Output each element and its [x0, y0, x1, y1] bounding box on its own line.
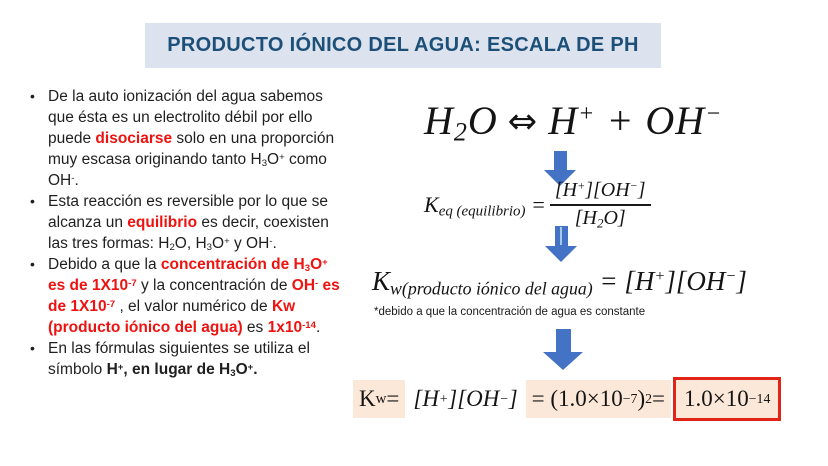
equation-water-dissociation: $H_2O$ ⇔ H+ + OH−: [424, 98, 723, 147]
arrow-head: [543, 352, 583, 370]
down-arrow-icon: [545, 226, 577, 262]
arrow-head: [545, 246, 577, 262]
down-arrow-icon: [543, 329, 583, 370]
slide-title: PRODUCTO IÓNICO DEL AGUA: ESCALA DE PH: [145, 23, 661, 68]
final-kw-term: K w =: [353, 380, 405, 418]
bullet-item: • De la auto ionización del agua sabemos que ésta es un electrolito débil por ello puede disociarse solo en una proporción muy escasa originando tanto $H_3O^+$ como OH-.: [28, 86, 342, 191]
keq-fraction: [550, 179, 651, 230]
keq-lhs: $K_{eq (equilibrio)}$ =: [424, 191, 546, 220]
equation-final: [353, 377, 781, 421]
arrow-shaft: [554, 151, 567, 170]
fraction-denominator: $[H_2O]$: [574, 207, 626, 231]
equation-kw: $K_{w(producto iónico del agua)} = [H^+][OH^-]$: [372, 266, 747, 299]
result-box: 1.0×10 −14: [673, 377, 781, 421]
kw-footnote: *debido a que la concentración de agua es constante: [374, 306, 646, 318]
arrow-shaft: [555, 226, 568, 246]
arrow-shaft: [556, 329, 571, 352]
final-squared-term: = (1.0×10 −7 ) 2 =: [526, 380, 671, 418]
bullet-item: • En las fórmulas siguientes se utiliza el símbolo H+, en lugar de $H_3O^+$.: [28, 338, 342, 380]
bullet-list: [28, 86, 342, 380]
final-ions-term: [H + ][OH − ]: [413, 386, 518, 411]
fraction-numerator: [H+][OH−]: [550, 179, 651, 206]
bullet-item: • Debido a que la concentración de $H_3O^+$ es de $1X10^{-7}$ y la concentración de OH- es de $1X10^{-7}$ , el valor numérico de Kw (producto iónico del agua) es $1x10^{-14}$.: [28, 254, 342, 338]
equation-keq: [424, 179, 651, 230]
bullet-item: • Esta reacción es reversible por lo que se alcanza un equilibrio es decir, coexisten las tres formas: $H_2O$, $H_3O^+$ y OH-.: [28, 191, 342, 254]
